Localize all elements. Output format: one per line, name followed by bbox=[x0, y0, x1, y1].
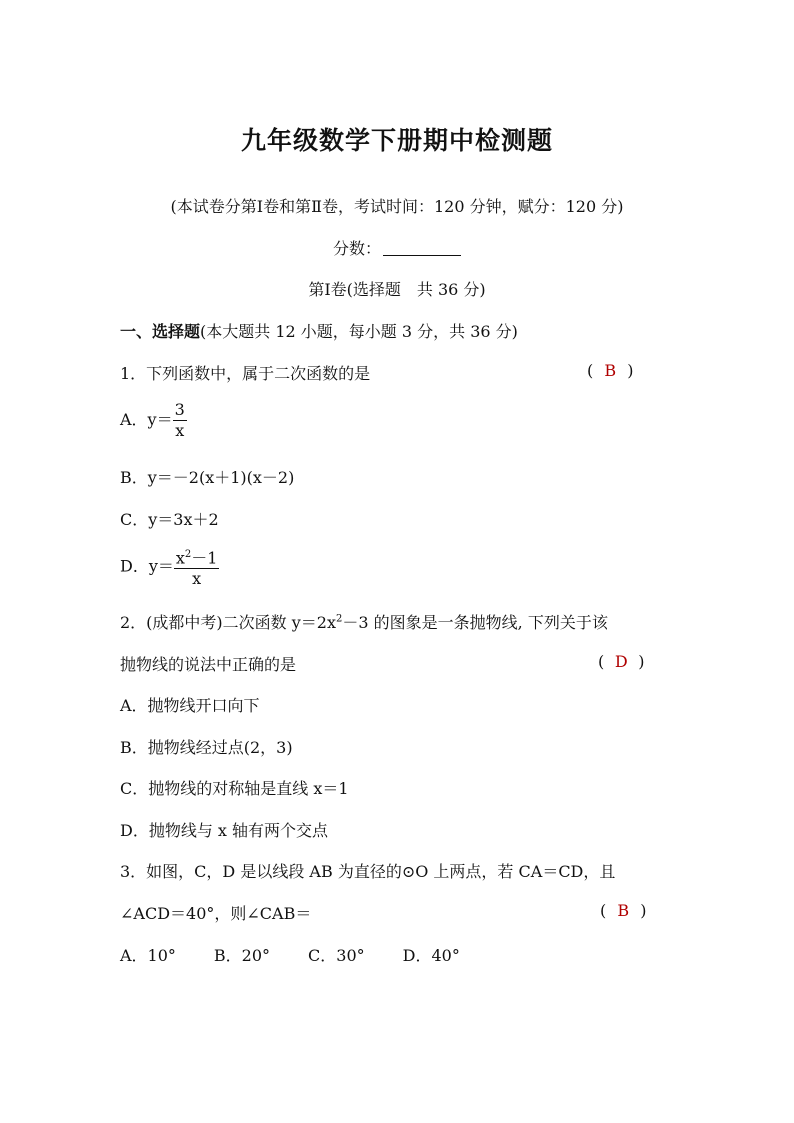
q2-stem-pre: 2．(成都中考)二次函数 y＝2x bbox=[120, 613, 336, 632]
q1-option-a-numerator: 3 bbox=[174, 400, 185, 419]
q3-answer: B bbox=[617, 901, 630, 920]
q1-option-c: C．y＝3x＋2 bbox=[120, 510, 219, 529]
section-heading bbox=[120, 319, 518, 342]
q3-stem-line2: ∠ACD＝40°，则∠CAB＝ bbox=[120, 904, 312, 923]
q2-stem-line2: 抛物线的说法中正确的是 bbox=[120, 655, 297, 674]
q3-options bbox=[120, 943, 498, 966]
q2-close: ) bbox=[638, 652, 645, 671]
q3-option-a: A．10° bbox=[120, 946, 176, 965]
q2-stem bbox=[120, 610, 608, 633]
q3-option-b: B．20° bbox=[213, 946, 271, 965]
q1-option-d-num-rest: －1 bbox=[191, 548, 218, 568]
score-row bbox=[0, 236, 794, 259]
q1-option-d-prefix: D．y＝ bbox=[120, 556, 174, 576]
q1-option-a-prefix: A．y＝ bbox=[120, 410, 173, 429]
q1-answer: B bbox=[604, 361, 617, 380]
q3-answer-bracket bbox=[600, 901, 647, 920]
q1-option-d-denominator: x bbox=[174, 568, 220, 589]
page-title: 九年级数学下册期中检测题 bbox=[240, 126, 553, 155]
q1-option-d-numerator bbox=[174, 545, 220, 568]
q3-option-d: D．40° bbox=[402, 946, 460, 965]
section-heading-bold: 一、选择题 bbox=[120, 322, 201, 341]
q1-option-a-fraction bbox=[173, 400, 187, 441]
q3-option-c: C．30° bbox=[308, 946, 365, 965]
q1-option-d-fraction bbox=[174, 545, 220, 589]
q2-answer-bracket bbox=[598, 652, 645, 671]
score-label: 分数： bbox=[332, 239, 381, 258]
q2-option-b: B．抛物线经过点(2，3) bbox=[120, 738, 293, 757]
q2-stem-post: －3 的图象是一条抛物线, 下列关于该 bbox=[342, 613, 608, 632]
q3-open: ( bbox=[600, 901, 607, 920]
q1-answer-bracket bbox=[587, 361, 634, 380]
q1-option-d-num-base: x bbox=[175, 548, 185, 568]
q2-open: ( bbox=[598, 652, 605, 671]
q2-answer: D bbox=[614, 652, 628, 671]
score-blank bbox=[383, 240, 461, 256]
q2-option-c: C．抛物线的对称轴是直线 x＝1 bbox=[120, 779, 349, 798]
q1-option-d-num-sup: 2 bbox=[184, 549, 192, 560]
q2-stem-sup: 2 bbox=[336, 613, 343, 625]
exam-subtitle: (本试卷分第Ⅰ卷和第Ⅱ卷，考试时间：120 分钟，赋分：120 分) bbox=[170, 197, 624, 216]
q3-stem: 3．如图，C，D 是以线段 AB 为直径的⊙O 上两点，若 CA＝CD，且 bbox=[120, 862, 616, 881]
q3-close: ) bbox=[640, 901, 647, 920]
q1-stem: 1．下列函数中，属于二次函数的是 bbox=[120, 364, 371, 383]
q1-close: ) bbox=[627, 361, 634, 380]
q1-open: ( bbox=[587, 361, 594, 380]
q1-option-a-denominator: x bbox=[173, 420, 187, 441]
section-heading-rest: (本大题共 12 小题，每小题 3 分，共 36 分) bbox=[200, 322, 518, 341]
q1-option-a bbox=[120, 400, 187, 441]
q1-option-d bbox=[120, 545, 219, 589]
q1-option-b: B．y＝－2(x＋1)(x－2) bbox=[120, 468, 295, 487]
part-heading: 第Ⅰ卷(选择题 共 36 分) bbox=[308, 280, 486, 299]
q2-option-a: A．抛物线开口向下 bbox=[120, 696, 260, 715]
q2-option-d: D．抛物线与 x 轴有两个交点 bbox=[120, 821, 329, 840]
